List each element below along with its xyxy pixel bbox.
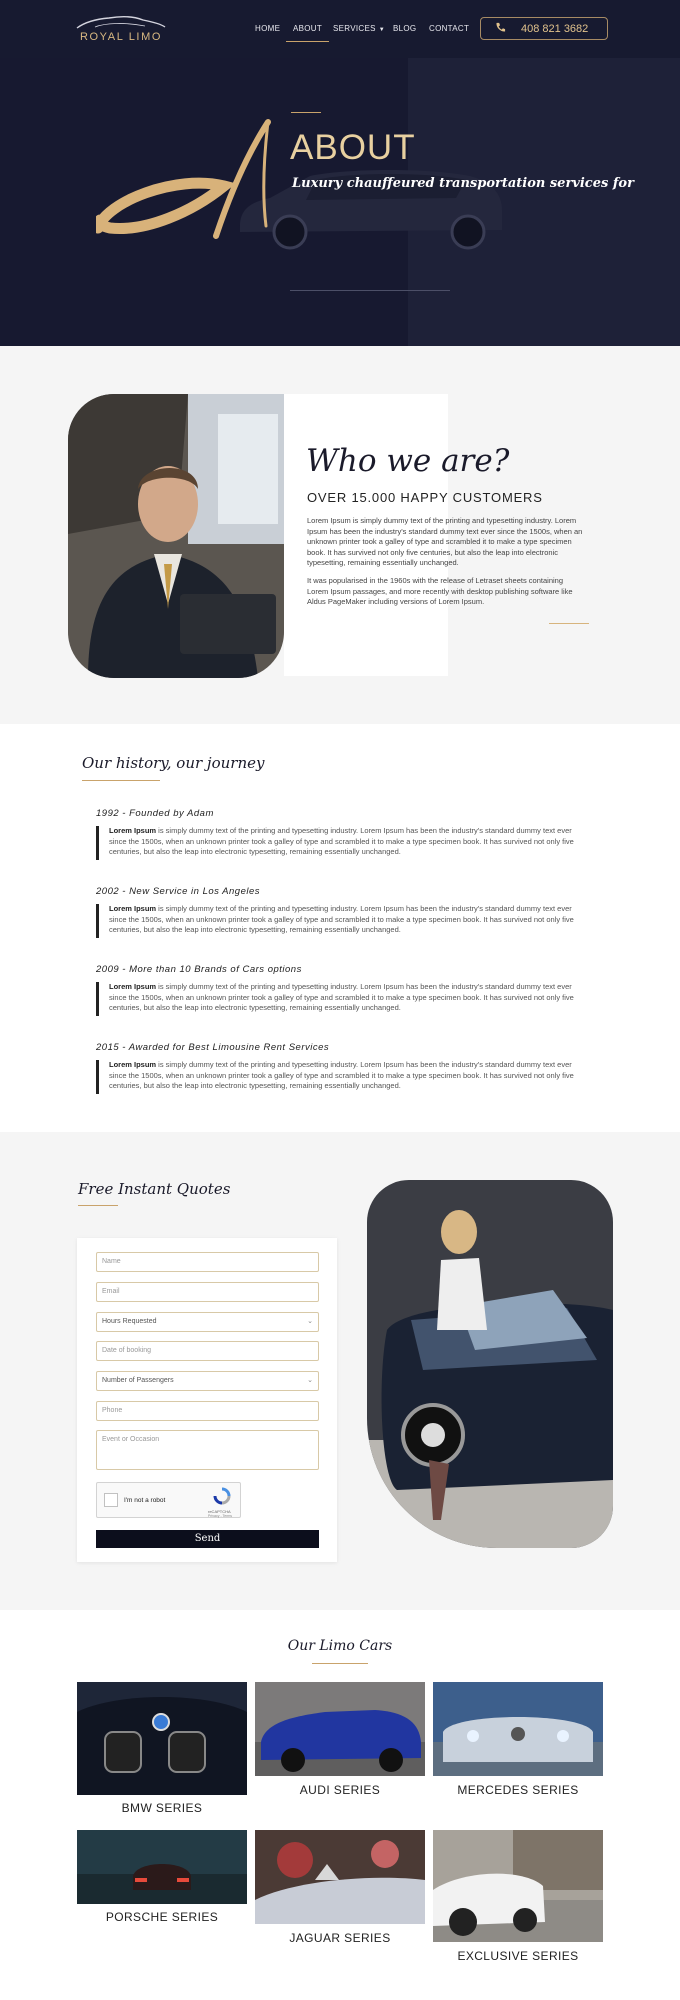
exclusive-car-image[interactable]	[433, 1830, 603, 1942]
porsche-series-label[interactable]: PORSCHE SERIES	[105, 1910, 219, 1924]
recaptcha-widget	[96, 1482, 241, 1518]
phone-icon	[495, 22, 506, 33]
who-accent-line	[549, 623, 589, 624]
history-event-body	[96, 826, 586, 860]
date-field[interactable]: Date of booking	[96, 1341, 319, 1361]
nav-home[interactable]: HOME	[255, 24, 281, 33]
event-lead: Lorem Ipsum	[109, 826, 157, 835]
bmw-series-label[interactable]: BMW SERIES	[121, 1801, 203, 1815]
nav-services[interactable]	[333, 24, 385, 33]
event-text: is simply dummy text of the printing and typesetting industry. Lorem Ipsum has been the industry's standard dummy text ever since the 1500s, when an unknown printer took a galley of type and scrambled it to make a type specimen book. It has survived not only five centuries, but also the leap into electronic typesetting, remaining essentially unchanged.	[109, 904, 574, 934]
event-lead: Lorem Ipsum	[109, 982, 157, 991]
jaguar-series-label[interactable]: JAGUAR SERIES	[289, 1931, 391, 1945]
history-event-title: 2009 - More than 10 Brands of Cars options	[96, 964, 302, 975]
event-text: is simply dummy text of the printing and typesetting industry. Lorem Ipsum has been the industry's standard dummy text ever since the 1500s, when an unknown printer took a galley of type and scrambled it to make a type specimen book. It has survived not only five centuries, but also the leap into electronic typesetting, remaining essentially unchanged.	[109, 982, 574, 1012]
decorative-letter-a-icon	[96, 116, 296, 246]
chevron-down-icon: ⌄	[307, 1318, 313, 1325]
who-subtitle: OVER 15.000 HAPPY CUSTOMERS	[307, 490, 543, 505]
hours-select-value: Hours Requested	[102, 1318, 157, 1325]
event-text: is simply dummy text of the printing and typesetting industry. Lorem Ipsum has been the industry's standard dummy text ever since the 1500s, when an unknown printer took a galley of type and scrambled it to make a type specimen book. It has survived not only five centuries, but also the leap into electronic typesetting, remaining essentially unchanged.	[109, 1060, 574, 1090]
bmw-car-image[interactable]	[77, 1682, 247, 1795]
jaguar-car-image[interactable]	[255, 1830, 425, 1924]
nav-services-label: SERVICES	[333, 24, 376, 33]
history-event-title: 1992 - Founded by Adam	[96, 808, 214, 819]
audi-car-image[interactable]	[255, 1682, 425, 1776]
history-event-body	[96, 982, 586, 1016]
chauffeur-client-photo	[68, 394, 284, 678]
who-paragraph-1: Lorem Ipsum is simply dummy text of the printing and typesetting industry. Lorem Ipsum has been the industry's standard dummy text ever since the 1500s, when an unknown printer took a galley of type and scrambled it to make a type specimen book. It has survived not only five centuries, but also the leap into electronic typesetting, remaining essentially unchanged.	[307, 516, 583, 567]
history-event-body	[96, 1060, 586, 1094]
cars-underline	[312, 1663, 368, 1664]
porsche-car-image[interactable]	[77, 1830, 247, 1904]
passengers-select[interactable]	[96, 1371, 319, 1391]
phone-button[interactable]	[480, 17, 608, 40]
nav-blog[interactable]: BLOG	[393, 24, 417, 33]
history-event-title: 2002 - New Service in Los Angeles	[96, 886, 261, 897]
mercedes-series-label[interactable]: MERCEDES SERIES	[457, 1783, 579, 1797]
phone-number: 408 821 3682	[521, 23, 589, 35]
who-paragraph-2: It was popularised in the 1960s with the release of Letraset sheets containing Lorem Ipsum passages, and more recently with desktop publishing software like Aldus PageMaker including versions of Lorem Ipsum.	[307, 576, 573, 606]
passengers-select-value: Number of Passengers	[102, 1377, 174, 1384]
mercedes-car-image[interactable]	[433, 1682, 603, 1776]
audi-series-label[interactable]: AUDI SERIES	[299, 1783, 381, 1797]
nav-contact[interactable]: CONTACT	[429, 24, 470, 33]
recaptcha-brand: reCAPTCHA	[208, 1509, 231, 1514]
name-field[interactable]: Name	[96, 1252, 319, 1272]
send-button[interactable]: Send	[96, 1530, 319, 1548]
quote-title: Free Instant Quotes	[78, 1180, 231, 1198]
hours-select[interactable]	[96, 1312, 319, 1332]
event-text: is simply dummy text of the printing and typesetting industry. Lorem Ipsum has been the industry's standard dummy text ever since the 1500s, when an unknown printer took a galley of type and scrambled it to make a type specimen book. It has survived not only five centuries, but also the leap into electronic typesetting, remaining essentially unchanged.	[109, 826, 574, 856]
woman-limo-photo	[367, 1180, 613, 1548]
phone-field[interactable]: Phone	[96, 1401, 319, 1421]
exclusive-series-label[interactable]: EXCLUSIVE SERIES	[457, 1949, 579, 1963]
email-field[interactable]: Email	[96, 1282, 319, 1302]
hero-banner	[0, 58, 680, 346]
logo-text: ROYAL LIMO	[79, 31, 163, 43]
event-textarea[interactable]: Event or Occasion	[96, 1430, 319, 1470]
nav-about[interactable]: ABOUT	[286, 24, 329, 42]
cars-title: Our Limo Cars	[287, 1638, 393, 1654]
history-title: Our history, our journey	[82, 754, 265, 772]
who-title: Who we are?	[306, 443, 510, 479]
history-underline	[82, 780, 160, 781]
recaptcha-links[interactable]: Privacy - Terms	[208, 1514, 233, 1518]
hero-subtitle: Luxury chauffeured transportation services for	[292, 176, 634, 191]
hero-divider	[290, 290, 450, 291]
hero-title: ABOUT	[290, 128, 416, 167]
car-logo-icon	[75, 14, 167, 30]
recaptcha-icon	[213, 1487, 231, 1505]
chevron-down-icon: ⌄	[307, 1377, 313, 1384]
quote-underline	[78, 1205, 118, 1206]
event-lead: Lorem Ipsum	[109, 1060, 157, 1069]
chevron-down-icon: ▼	[378, 27, 385, 33]
recaptcha-label: I'm not a robot	[124, 1497, 166, 1504]
recaptcha-checkbox[interactable]	[104, 1493, 118, 1507]
history-event-title: 2015 - Awarded for Best Limousine Rent Services	[96, 1042, 330, 1053]
top-navbar	[0, 0, 680, 58]
history-event-body	[96, 904, 586, 938]
hero-accent-line	[291, 112, 321, 113]
royal-limo-logo[interactable]	[73, 14, 169, 44]
event-lead: Lorem Ipsum	[109, 904, 157, 913]
